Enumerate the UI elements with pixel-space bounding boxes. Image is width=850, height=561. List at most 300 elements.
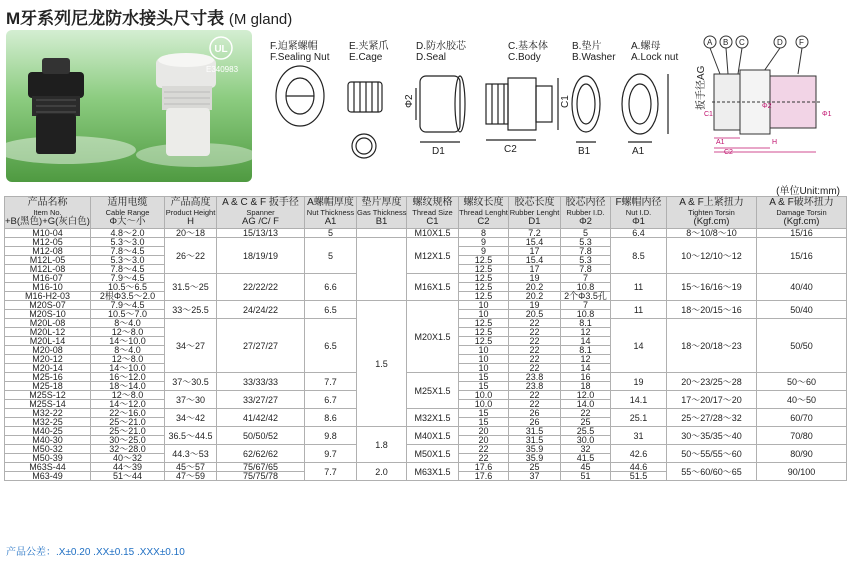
column-header-sym: A1 — [324, 216, 337, 227]
cell-cable: 12～8.0 — [91, 355, 165, 364]
title-en: (M gland) — [228, 11, 293, 28]
cell-c2: 10 — [459, 346, 509, 355]
svg-text:A: A — [707, 38, 713, 47]
cell-c2: 12.5 — [459, 328, 509, 337]
cell-c2: 15 — [459, 373, 509, 382]
part-label-a: A.螺母 A.Lock nut — [631, 41, 679, 63]
cell-d1: 22 — [509, 346, 561, 355]
cell-gas — [357, 238, 407, 301]
cell-cable: 16～12.0 — [91, 373, 165, 382]
cell-c2: 10.0 — [459, 391, 509, 400]
cell-c2: 10 — [459, 310, 509, 319]
column-header-sym: Φ1 — [632, 216, 645, 227]
cell-c2: 12.5 — [459, 292, 509, 301]
cell-phi2: 14 — [561, 337, 611, 346]
dim-c2: C2 — [504, 144, 517, 155]
cell-item: M40-30 — [5, 436, 91, 445]
cell-height: 47～59 — [165, 472, 217, 481]
cell-cable: 7.8～4.5 — [91, 247, 165, 256]
cell-phi2: 16 — [561, 373, 611, 382]
cell-d1: 25 — [509, 463, 561, 472]
cell-tighten: 17～20/17～20 — [667, 391, 757, 409]
part-label-d: D.防水胶芯 D.Seal — [416, 41, 466, 63]
cell-spanner: 33/33/33 — [217, 373, 305, 391]
cell-phi2: 5.3 — [561, 256, 611, 265]
column-header-en: Rubber Lenght — [509, 208, 560, 217]
cell-item: M25S-12 — [5, 391, 91, 400]
cell-height: 34～27 — [165, 319, 217, 373]
cage-ring-drawing — [352, 134, 376, 158]
cell-phi2: 10.8 — [561, 283, 611, 292]
svg-text:C1: C1 — [704, 111, 713, 118]
cell-spanner: 75/75/78 — [217, 472, 305, 481]
column-header-zh: A & C & F 扳手径 — [222, 197, 299, 208]
cell-c2: 17.6 — [459, 472, 509, 481]
cell-d1: 35.9 — [509, 454, 561, 463]
cell-damage: 80/90 — [757, 445, 847, 463]
svg-text:F: F — [799, 38, 804, 47]
cell-spanner: 75/67/65 — [217, 463, 305, 472]
cell-spanner: 18/19/19 — [217, 238, 305, 274]
cell-c2: 12.5 — [459, 283, 509, 292]
cell-item: M20S-10 — [5, 310, 91, 319]
cell-cable: 2根Φ3.5～2.0 — [91, 292, 165, 301]
cage-drawing — [348, 82, 382, 112]
cell-phi2: 18 — [561, 382, 611, 391]
cell-gas: 2.0 — [357, 463, 407, 481]
cell-item: M50-32 — [5, 445, 91, 454]
cell-d1: 22 — [509, 328, 561, 337]
cell-item: M16-H2-03 — [5, 292, 91, 301]
part-label-c: C.基本体 C.Body — [508, 41, 548, 63]
column-header-sym: D1 — [528, 216, 541, 227]
column-header-zh: 胶芯内径 — [565, 197, 606, 208]
cell-d1: 22 — [509, 355, 561, 364]
cell-d1: 20.5 — [509, 310, 561, 319]
cert-number: E340983 — [206, 65, 239, 74]
cell-phi2: 7 — [561, 301, 611, 310]
cell-nutid: 19 — [611, 373, 667, 391]
cell-thread: M12X1.5 — [407, 238, 459, 274]
column-header-sym: Φ2 — [579, 216, 592, 227]
cell-phi2: 7.8 — [561, 265, 611, 274]
cell-c2: 12.5 — [459, 274, 509, 283]
cell-cable: 7.9～4.5 — [91, 274, 165, 283]
cell-d1: 20.2 — [509, 283, 561, 292]
cell-d1: 20.2 — [509, 292, 561, 301]
cell-nut: 7.7 — [305, 463, 357, 481]
column-header-zh: 垫片厚度 — [361, 197, 402, 208]
cell-cable: 8～4.0 — [91, 346, 165, 355]
cell-cable: 8～4.0 — [91, 319, 165, 328]
column-header-en: Gas Thickness — [357, 208, 407, 217]
dim-c1: C1 — [560, 95, 571, 108]
cell-nutid: 25.1 — [611, 409, 667, 427]
cell-item: M25-18 — [5, 382, 91, 391]
cell-d1: 26 — [509, 418, 561, 427]
cell-cable: 25～21.0 — [91, 418, 165, 427]
cell-cable: 32～28.0 — [91, 445, 165, 454]
cell-phi2: 5 — [561, 229, 611, 238]
cell-cable: 18～14.0 — [91, 382, 165, 391]
cell-damage: 60/70 — [757, 409, 847, 427]
cell-c2: 10 — [459, 355, 509, 364]
cell-tighten: 50～55/55～60 — [667, 445, 757, 463]
column-header-zh: 产品名称 — [27, 197, 68, 208]
cell-phi2: 8.1 — [561, 346, 611, 355]
column-header-sym: C1 — [426, 216, 439, 227]
cell-thread: M40X1.5 — [407, 427, 459, 445]
cell-phi2: 7.8 — [561, 247, 611, 256]
cell-d1: 19 — [509, 301, 561, 310]
cell-item: M40-25 — [5, 427, 91, 436]
cell-nutid: 51.5 — [611, 472, 667, 481]
svg-text:Φ2: Φ2 — [762, 103, 772, 110]
cell-phi2: 32 — [561, 445, 611, 454]
cell-cable: 22～16.0 — [91, 409, 165, 418]
part-label-f: F.迫紧螺帽 F.Sealing Nut — [270, 41, 330, 63]
cell-damage: 15/16 — [757, 229, 847, 238]
cell-c2: 15 — [459, 382, 509, 391]
column-header-zh: A & F上紧扭力 — [679, 197, 744, 208]
cell-nut: 5 — [305, 238, 357, 274]
cell-item: M20-12 — [5, 355, 91, 364]
cell-nutid: 14 — [611, 319, 667, 373]
column-header — [611, 197, 667, 229]
cell-damage: 40～50 — [757, 391, 847, 409]
cell-item: M12L-05 — [5, 256, 91, 265]
cell-gas: 1.5 — [357, 301, 407, 427]
column-header-sym: AG /C/ F — [242, 216, 279, 227]
cell-gas — [357, 229, 407, 238]
cell-phi2: 14 — [561, 364, 611, 373]
cell-tighten: 15～16/16～19 — [667, 274, 757, 301]
cell-height: 36.5～44.5 — [165, 427, 217, 445]
cell-cable: 25～21.0 — [91, 427, 165, 436]
cell-nutid: 11 — [611, 301, 667, 319]
column-header — [407, 197, 459, 229]
cell-d1: 7.2 — [509, 229, 561, 238]
cell-nutid: 8.5 — [611, 238, 667, 274]
column-header-en: Tighten Torsin — [688, 208, 735, 217]
cell-nut: 9.8 — [305, 427, 357, 445]
cell-item: M12-05 — [5, 238, 91, 247]
body-drawing — [486, 78, 558, 140]
column-header — [459, 197, 509, 229]
cell-cable: 10.5～6.5 — [91, 283, 165, 292]
dim-ag: 扳手径AG — [696, 65, 707, 110]
cell-thread: M16X1.5 — [407, 274, 459, 301]
unit-note: (单位Unit:mm) — [776, 186, 840, 197]
cell-d1: 22 — [509, 319, 561, 328]
column-header-zh: 产品高度 — [170, 197, 211, 208]
cell-phi2: 30.0 — [561, 436, 611, 445]
cell-c2: 12.5 — [459, 265, 509, 274]
cell-height: 33～25.5 — [165, 301, 217, 319]
svg-text:A1: A1 — [716, 139, 725, 146]
cell-cable: 12～8.0 — [91, 391, 165, 400]
svg-text:UL: UL — [214, 44, 228, 55]
column-header — [165, 197, 217, 229]
cell-nut: 9.7 — [305, 445, 357, 463]
cell-tighten: 25～27/28～32 — [667, 409, 757, 427]
cell-d1: 31.5 — [509, 427, 561, 436]
cell-spanner: 41/42/42 — [217, 409, 305, 427]
cell-height: 37～30 — [165, 391, 217, 409]
svg-text:H: H — [772, 139, 778, 146]
cell-thread: M20X1.5 — [407, 301, 459, 373]
cell-d1: 19 — [509, 274, 561, 283]
column-header — [217, 197, 305, 229]
ul-cert-badge — [210, 37, 232, 59]
svg-text:C: C — [739, 38, 745, 47]
cell-cable: 7.9～4.5 — [91, 301, 165, 310]
cell-nut: 8.6 — [305, 409, 357, 427]
column-header-zh: A & F破坏扭力 — [769, 197, 834, 208]
cell-d1: 17 — [509, 265, 561, 274]
exploded-parts-drawing — [268, 34, 707, 160]
cell-phi2: 12 — [561, 328, 611, 337]
cell-phi2: 8.1 — [561, 319, 611, 328]
cell-cable: 44～39 — [91, 463, 165, 472]
cell-height: 26～22 — [165, 238, 217, 274]
column-header-zh: 螺纹长度 — [463, 197, 504, 208]
cell-tighten: 10～12/10～12 — [667, 238, 757, 274]
cell-c2: 17.6 — [459, 463, 509, 472]
cell-d1: 35.9 — [509, 445, 561, 454]
cell-item: M12-08 — [5, 247, 91, 256]
cell-c2: 10.0 — [459, 400, 509, 409]
cell-phi2: 25.5 — [561, 427, 611, 436]
cell-spanner: 22/22/22 — [217, 274, 305, 301]
cell-spanner: 33/27/27 — [217, 391, 305, 409]
cell-d1: 23.8 — [509, 373, 561, 382]
title-zh: M牙系列尼龙防水接头尺寸表 — [6, 9, 225, 28]
black-gland — [28, 58, 84, 154]
column-header-sym: (Kgf.cm) — [693, 216, 730, 227]
cell-damage: 90/100 — [757, 463, 847, 481]
column-header-en: Nut I.D. — [625, 208, 652, 217]
cell-damage: 50/50 — [757, 319, 847, 373]
cell-item: M12L-08 — [5, 265, 91, 274]
cell-cable: 51～44 — [91, 472, 165, 481]
cell-damage: 50～60 — [757, 373, 847, 391]
cell-item: M20L-14 — [5, 337, 91, 346]
cell-phi2: 14.0 — [561, 400, 611, 409]
cell-damage: 70/80 — [757, 427, 847, 445]
cell-spanner: 50/50/52 — [217, 427, 305, 445]
column-header — [561, 197, 611, 229]
cell-item: M20L-08 — [5, 319, 91, 328]
cell-c2: 9 — [459, 238, 509, 247]
cell-damage: 50/40 — [757, 301, 847, 319]
cell-tighten: 8～10/8～10 — [667, 229, 757, 238]
cell-d1: 31.5 — [509, 436, 561, 445]
column-header — [757, 197, 847, 229]
cell-phi2: 22 — [561, 409, 611, 418]
cell-item: M20-08 — [5, 346, 91, 355]
cell-item: M63-49 — [5, 472, 91, 481]
cell-phi2: 7 — [561, 274, 611, 283]
lock-nut-drawing — [622, 74, 668, 142]
cell-thread: M32X1.5 — [407, 409, 459, 427]
svg-text:B: B — [723, 38, 729, 47]
column-header-en: Nut Thickness — [306, 208, 355, 217]
column-header-zh: A螺帽厚度 — [307, 197, 354, 208]
column-header-sym: +B(黑色)+G(灰白色) — [5, 216, 90, 227]
cell-nutid: 6.4 — [611, 229, 667, 238]
column-header-en: Product Height — [165, 208, 216, 217]
cell-c2: 22 — [459, 454, 509, 463]
cell-tighten: 55～60/60～65 — [667, 463, 757, 481]
column-header-zh: 适用电缆 — [107, 197, 148, 208]
cell-cable: 14～12.0 — [91, 400, 165, 409]
cell-cable: 14～10.0 — [91, 364, 165, 373]
svg-text:C2: C2 — [724, 149, 733, 156]
column-header — [305, 197, 357, 229]
column-header-en: Thread Size — [412, 208, 453, 217]
cell-item: M25-16 — [5, 373, 91, 382]
cell-phi2: 45 — [561, 463, 611, 472]
svg-text:D: D — [777, 38, 783, 47]
column-header-zh: F螺帽内径 — [615, 197, 662, 208]
cell-item: M20L-12 — [5, 328, 91, 337]
cell-phi2: 5.3 — [561, 238, 611, 247]
cell-d1: 22 — [509, 364, 561, 373]
tolerance-note: 产品公差：.X±0.20 .XX±0.15 .XXX±0.10 — [6, 547, 185, 558]
cell-damage: 40/40 — [757, 274, 847, 301]
cell-phi2: 41.5 — [561, 454, 611, 463]
column-header — [91, 197, 165, 229]
cell-gas: 1.8 — [357, 427, 407, 463]
cell-height: 34～42 — [165, 409, 217, 427]
cell-item: M25S-14 — [5, 400, 91, 409]
cell-phi2: 25 — [561, 418, 611, 427]
cell-item: M50-39 — [5, 454, 91, 463]
column-header-sym: (Kgf.cm) — [783, 216, 820, 227]
cell-height: 44.3～53 — [165, 445, 217, 463]
cell-cable: 40～32 — [91, 454, 165, 463]
cell-d1: 22 — [509, 391, 561, 400]
column-header — [509, 197, 561, 229]
column-header-sym: B1 — [375, 216, 388, 227]
cell-item: M10-04 — [5, 229, 91, 238]
cell-cable: 10.5～7.0 — [91, 310, 165, 319]
cell-height: 37～30.5 — [165, 373, 217, 391]
cell-thread: M63X1.5 — [407, 463, 459, 481]
cell-item: M63S-44 — [5, 463, 91, 472]
cell-d1: 22 — [509, 337, 561, 346]
cell-nutid: 11 — [611, 274, 667, 301]
dim-b1: B1 — [578, 146, 591, 157]
column-header — [357, 197, 407, 229]
sealing-nut-drawing — [276, 66, 324, 126]
cell-item: M20S-07 — [5, 301, 91, 310]
column-header-en: Item No. — [33, 208, 62, 217]
cell-item: M16-10 — [5, 283, 91, 292]
cell-nutid: 44.6 — [611, 463, 667, 472]
cell-phi2: 2个Φ3.5孔 — [561, 292, 611, 301]
cell-c2: 15 — [459, 418, 509, 427]
cell-c2: 12.5 — [459, 319, 509, 328]
cell-d1: 26 — [509, 409, 561, 418]
cell-d1: 37 — [509, 472, 561, 481]
cell-d1: 22 — [509, 400, 561, 409]
cell-spanner: 27/27/27 — [217, 319, 305, 373]
cell-height: 45～57 — [165, 463, 217, 472]
cell-c2: 20 — [459, 436, 509, 445]
column-header-en: Damage Torsin — [776, 208, 827, 217]
cell-d1: 15.4 — [509, 256, 561, 265]
cell-cable: 5.3～3.0 — [91, 238, 165, 247]
cell-tighten: 30～35/35～40 — [667, 427, 757, 445]
cell-nut: 6.6 — [305, 274, 357, 301]
cell-cable: 5.3～3.0 — [91, 256, 165, 265]
cell-c2: 10 — [459, 301, 509, 310]
column-header-zh: 胶芯长度 — [514, 197, 555, 208]
svg-text:Φ1: Φ1 — [822, 111, 832, 118]
column-header — [5, 197, 91, 229]
column-header-en: Rubber I.D. — [566, 208, 605, 217]
cell-c2: 9 — [459, 247, 509, 256]
part-label-e: E.夹紧爪 E.Cage — [349, 41, 389, 63]
seal-drawing — [416, 76, 465, 142]
cell-c2: 10 — [459, 364, 509, 373]
cell-item: M20-14 — [5, 364, 91, 373]
cell-tighten: 20～23/25～28 — [667, 373, 757, 391]
column-header — [667, 197, 757, 229]
cell-height: 31.5～25 — [165, 274, 217, 301]
cell-nut: 5 — [305, 229, 357, 238]
column-header-zh: 螺纹规格 — [412, 197, 453, 208]
dim-a1: A1 — [632, 146, 645, 157]
cell-thread: M10X1.5 — [407, 229, 459, 238]
cell-tighten: 18～20/15～16 — [667, 301, 757, 319]
cell-cable: 30～25.0 — [91, 436, 165, 445]
column-header-sym: H — [187, 216, 194, 227]
cell-phi2: 12.0 — [561, 391, 611, 400]
spec-table — [4, 196, 847, 481]
washer-drawing — [572, 76, 600, 142]
cell-nutid: 14.1 — [611, 391, 667, 409]
table-header-row — [5, 197, 847, 229]
cell-item: M32-25 — [5, 418, 91, 427]
column-header-sym: C2 — [477, 216, 490, 227]
cell-cable: 12～8.0 — [91, 328, 165, 337]
cell-d1: 17 — [509, 247, 561, 256]
cell-cable: 14～10.0 — [91, 337, 165, 346]
cell-c2: 20 — [459, 427, 509, 436]
cell-phi2: 51 — [561, 472, 611, 481]
column-header-sym: Φ大～小 — [109, 216, 146, 227]
column-header-en: Spanner — [246, 208, 275, 217]
column-header-en: Thread Lenght — [459, 208, 508, 217]
cell-thread: M25X1.5 — [407, 373, 459, 409]
cell-spanner: 24/24/22 — [217, 301, 305, 319]
dim-phi2: Φ2 — [404, 94, 415, 108]
column-header-en: Cable Range — [105, 208, 150, 217]
cell-damage: 15/16 — [757, 238, 847, 274]
cell-c2: 12.5 — [459, 256, 509, 265]
cell-spanner: 62/62/62 — [217, 445, 305, 463]
cell-nutid: 31 — [611, 427, 667, 445]
cell-tighten: 18～20/18～23 — [667, 319, 757, 373]
page-title — [6, 4, 292, 29]
cell-nut: 7.7 — [305, 373, 357, 391]
cell-phi2: 12 — [561, 355, 611, 364]
cell-item: M32-22 — [5, 409, 91, 418]
cell-d1: 15.4 — [509, 238, 561, 247]
